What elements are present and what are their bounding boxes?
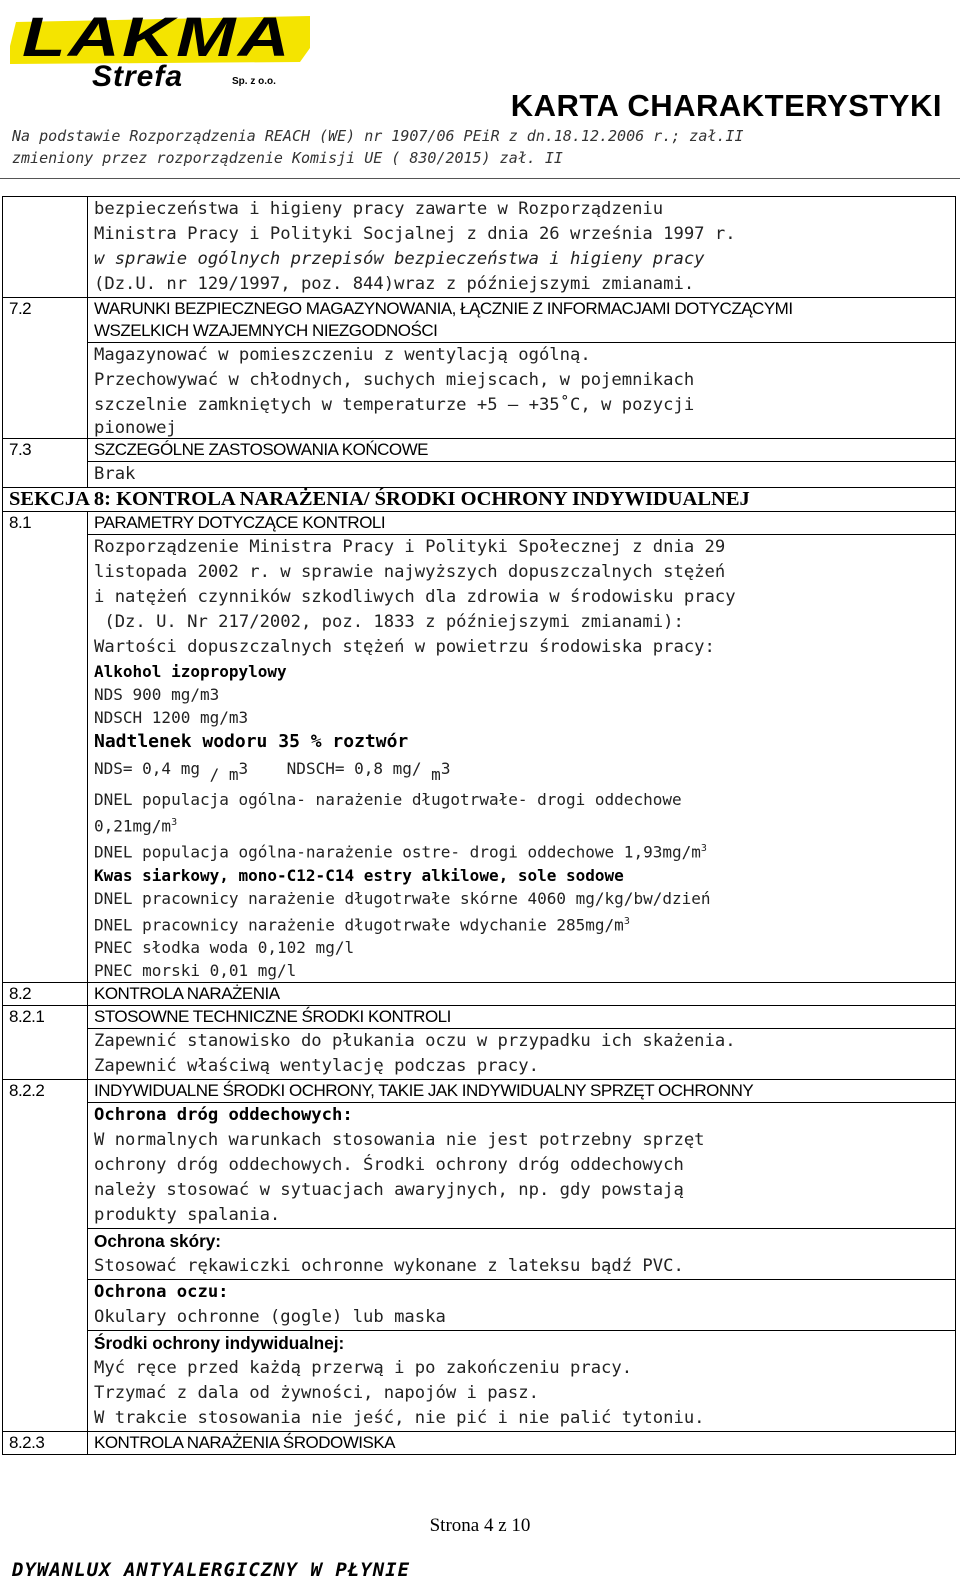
section-7-2-body: Magazynować w pomieszczeniu z wentylacją ogólną. Przechowywać w chłodnych, suchych miejscach, w pojemnikach szczelnie zamkniętych w temperaturze +5 – +35˚C, w pozycji pionowej xyxy=(88,343,956,439)
section-heading: KONTROLA NARAŻENIA xyxy=(88,982,956,1005)
logo-text: LAKMA xyxy=(22,5,292,68)
skin-protection: Ochrona skóry: Stosować rękawiczki ochronne wykonane z lateksu bądź PVC. xyxy=(88,1228,956,1279)
logo-suffix: Sp. z o.o. xyxy=(232,76,276,87)
section-number: 7.3 xyxy=(3,439,88,488)
table-row xyxy=(3,488,956,512)
section-number: 8.2.2 xyxy=(3,1079,88,1431)
table-row xyxy=(3,439,956,462)
table-row xyxy=(3,462,956,488)
section-heading: SZCZEGÓLNE ZASTOSOWANIA KOŃCOWE xyxy=(88,439,956,462)
section-heading: INDYWIDUALNE ŚRODKI OCHRONY, TAKIE JAK INDYWIDUALNY SPRZĘT OCHRONNY xyxy=(88,1079,956,1102)
table-row xyxy=(3,1330,956,1431)
section-8-1-body: Rozporządzenie Ministra Pracy i Polityki Społecznej z dnia 29 listopada 2002 r. w sprawie najwyższych dopuszczalnych stężeń i natężeń czynników szkodliwych dla zdrowia w środowisku pracy (Dz. U. Nr 217/2002, poz. 1833 z późniejszymi zmianami): Wartości dopuszczalnych stężeń w powietrzu środowiska pracy: Alkohol izopropylowy NDS 900 mg/m3 NDSCH 1200 mg/m3 Nadtlenek wodoru 35 % roztwór NDS= 0,4 mg / m3 NDSCH= 0,8 mg/ m3 DNEL populacja ogólna- narażenie długotrwałe- drogi oddechowe $0,21mg/m^3$ DNEL populacja ogólna-narażenie ostre- drogi oddechowe $1,93mg/m^3$ Kwas siarkowy, mono-C12-C14 estry alkilowe, sole sodowe DNEL pracownicy narażenie długotrwałe skórne 4060 mg/kg/bw/dzień DNEL pracownicy narażenie długotrwałe wdychanie $285mg/m^3$ PNEC słodka woda 0,102 mg/l PNEC morski 0,01 mg/l xyxy=(88,535,956,983)
table-row xyxy=(3,1431,956,1454)
eye-protection: Ochrona oczu: Okulary ochronne (gogle) lub maska xyxy=(88,1279,956,1330)
table-row xyxy=(3,197,956,298)
product-name: DYWANLUX ANTYALERGICZNY W PŁYNIE xyxy=(12,1559,411,1581)
section-8-2-1-body: Zapewnić stanowisko do płukania oczu w przypadku ich skażenia. Zapewnić właściwą wentylację podczas pracy. xyxy=(88,1028,956,1079)
section-number: 8.2.1 xyxy=(3,1005,88,1079)
table-row xyxy=(3,512,956,535)
table-row xyxy=(3,982,956,1005)
personal-protection: Środki ochrony indywidualnej: Myć ręce przed każdą przerwą i po zakończeniu pracy. Trzymać z dala od żywności, napojów i pasz. W trakcie stosowania nie jeść, nie pić i nie palić tytoniu. xyxy=(88,1330,956,1431)
header-divider xyxy=(0,178,960,179)
logo-subtext: Strefa xyxy=(92,60,184,88)
page-number: Strona 4 z 10 xyxy=(429,1515,531,1536)
safety-data-table xyxy=(2,196,956,1455)
table-row xyxy=(3,1228,956,1279)
table-row xyxy=(3,343,956,439)
section-8-title: SEKCJA 8: KONTROLA NARAŻENIA/ ŚRODKI OCHRONY INDYWIDUALNEJ xyxy=(3,488,956,512)
section-heading: KONTROLA NARAŻENIA ŚRODOWISKA xyxy=(88,1431,956,1454)
table-row xyxy=(3,1102,956,1228)
table-row xyxy=(3,535,956,983)
table-row xyxy=(3,1079,956,1102)
section-7-1-continued: bezpieczeństwa i higieny pracy zawarte w Rozporządzeniu Ministra Pracy i Polityki Socjalnej z dnia 26 września 1997 r. w sprawie ogólnych przepisów bezpieczeństwa i higieny pracy (Dz.U. nr 129/1997, poz. 844)wraz z późniejszymi zmianami. xyxy=(88,197,956,298)
section-number: 8.2 xyxy=(3,982,88,1005)
company-logo xyxy=(10,2,310,88)
section-heading: WARUNKI BEZPIECZNEGO MAGAZYNOWANIA, ŁĄCZNIE Z INFORMACJAMI DOTYCZĄCYMI WSZELKICH WZAJEMNYCH NIEZGODNOŚCI xyxy=(88,298,956,343)
document-title: KARTA CHARAKTERYSTYKI xyxy=(510,88,942,123)
table-row xyxy=(3,1279,956,1330)
table-row xyxy=(3,1005,956,1028)
table-row xyxy=(3,1028,956,1079)
section-heading: STOSOWNE TECHNICZNE ŚRODKI KONTROLI xyxy=(88,1005,956,1028)
regulation-line-1: Na podstawie Rozporządzenia REACH (WE) nr 1907/06 PEiR z dn.18.12.2006 r.; zał.II xyxy=(12,127,744,145)
section-number: 8.2.3 xyxy=(3,1431,88,1454)
section-number: 8.1 xyxy=(3,512,88,983)
section-7-3-body: Brak xyxy=(88,462,956,488)
table-row xyxy=(3,298,956,343)
respiratory-protection: Ochrona dróg oddechowych: W normalnych warunkach stosowania nie jest potrzebny sprzęt ochrony dróg oddechowych. Środki ochrony dróg oddechowych należy stosować w sytuacjach awaryjnych, np. gdy powstają produkty spalania. xyxy=(88,1102,956,1228)
exposure-values: Alkohol izopropylowy NDS 900 mg/m3 NDSCH 1200 mg/m3 Nadtlenek wodoru 35 % roztwór NDS= 0,4 mg / m3 NDSCH= 0,8 mg/ m3 DNEL populacja ogólna- narażenie długotrwałe- drogi oddechowe $0,21mg/m^3$ DNEL populacja ogólna-narażenie ostre- drogi oddechowe $1,93mg/m^3$ Kwas siarkowy, mono-C12-C14 estry alkilowe, sole sodowe DNEL pracownicy narażenie długotrwałe skórne 4060 mg/kg/bw/dzień DNEL pracownicy narażenie długotrwałe wdychanie $285mg/m^3$ PNEC słodka woda 0,102 mg/l PNEC morski 0,01 mg/l xyxy=(94,662,711,980)
section-heading: PARAMETRY DOTYCZĄCE KONTROLI xyxy=(88,512,956,535)
section-number: 7.2 xyxy=(3,298,88,439)
regulation-line-2: zmieniony przez rozporządzenie Komisji UE ( 830/2015) zał. II xyxy=(12,149,563,167)
